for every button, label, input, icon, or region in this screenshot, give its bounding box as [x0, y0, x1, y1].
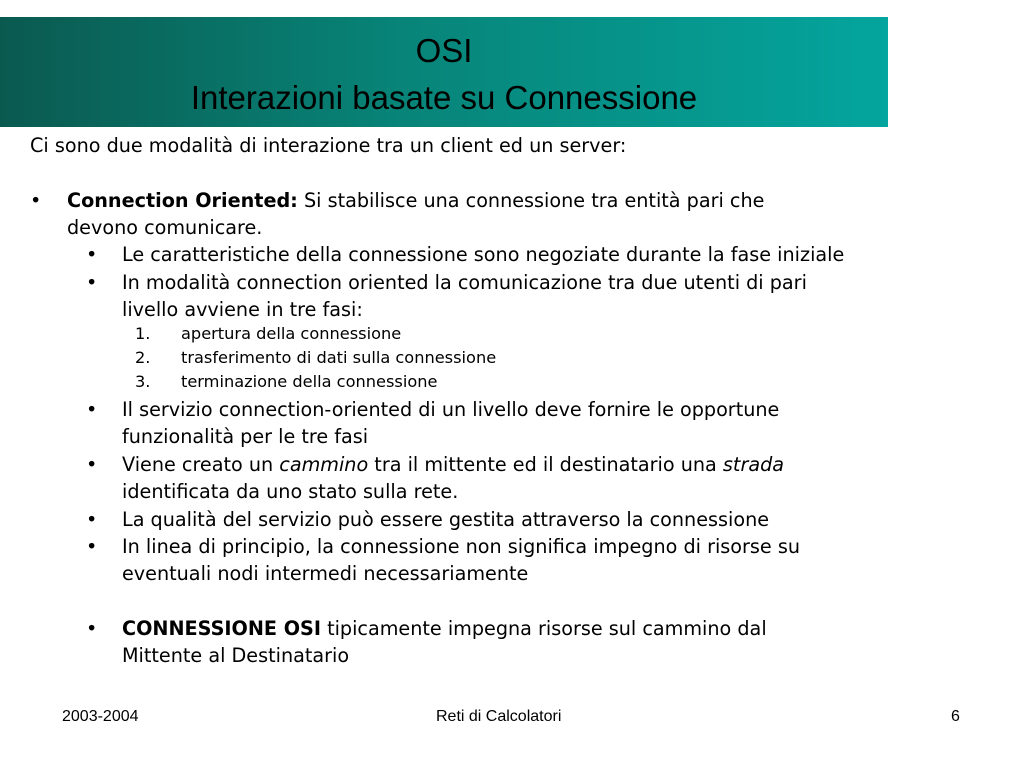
phase-text: terminazione della connessione	[181, 372, 438, 391]
bullet-icon: •	[30, 189, 42, 212]
sub-bullet-6-line2: eventuali nodi intermedi necessariamente	[122, 562, 529, 585]
phase-text: trasferimento di dati sulla connessione	[181, 348, 497, 367]
bullet-icon: •	[86, 617, 98, 640]
sub-bullet-4-line1	[122, 451, 784, 478]
sub-bullet-7-line1	[122, 615, 767, 642]
sub-bullet-1: Le caratteristiche della connessione sono negoziate durante la fase iniziale	[122, 243, 845, 266]
sub-bullet-3-line1: Il servizio connection-oriented di un livello deve fornire le opportune	[122, 398, 780, 421]
bullet-icon: •	[86, 508, 98, 531]
sub-bullet-6-line1: In linea di principio, la connessione non significa impegno di risorse su	[122, 535, 800, 558]
sub-bullet-3-line2: funzionalità per le tre fasi	[122, 425, 369, 448]
main-bullet-line2: devono comunicare.	[67, 216, 263, 239]
sub-bullet-5: La qualità del servizio può essere gestita attraverso la connessione	[122, 508, 770, 531]
bullet-icon: •	[86, 271, 98, 294]
sub-bullet-2-line2: livello avviene in tre fasi:	[122, 298, 363, 321]
bullet-icon: •	[86, 243, 98, 266]
sub-bullet-4-part2: tra il mittente ed il destinatario una	[368, 453, 723, 476]
sub-bullet-4-italic1: cammino	[279, 453, 369, 476]
footer-page-number: 6	[951, 708, 960, 725]
sub-bullet-4-italic2: strada	[722, 453, 785, 476]
phase-number: 1.	[135, 324, 151, 343]
main-bullet-bold: Connection Oriented:	[67, 189, 298, 212]
sub-bullet-7-line2: Mittente al Destinatario	[122, 644, 350, 667]
main-bullet-line1	[67, 187, 764, 214]
sub-bullet-7-text: tipicamente impegna risorse sul cammino dal	[320, 617, 767, 640]
slide-title-line1: OSI	[415, 32, 473, 69]
phase-text: apertura della connessione	[181, 324, 402, 343]
bullet-icon: •	[86, 453, 98, 476]
phase-number: 2.	[135, 348, 151, 367]
sub-bullet-4-part1: Viene creato un	[122, 453, 280, 476]
slide-title-line2: Interazioni basate su Connessione	[190, 79, 698, 116]
footer-course: Reti di Calcolatori	[436, 708, 562, 725]
sub-bullet-2-line1: In modalità connection oriented la comunicazione tra due utenti di pari	[122, 271, 807, 294]
sub-bullet-4-line2: identificata da uno stato sulla rete.	[122, 480, 459, 503]
sub-bullet-7-bold: CONNESSIONE OSI	[122, 617, 321, 640]
footer-date: 2003-2004	[62, 708, 139, 725]
intro-text: Ci sono due modalità di interazione tra un client ed un server:	[30, 134, 627, 157]
phase-number: 3.	[135, 372, 151, 391]
main-bullet-text: Si stabilisce una connessione tra entità pari che	[297, 189, 765, 212]
bullet-icon: •	[86, 398, 98, 421]
bullet-icon: •	[86, 535, 98, 558]
